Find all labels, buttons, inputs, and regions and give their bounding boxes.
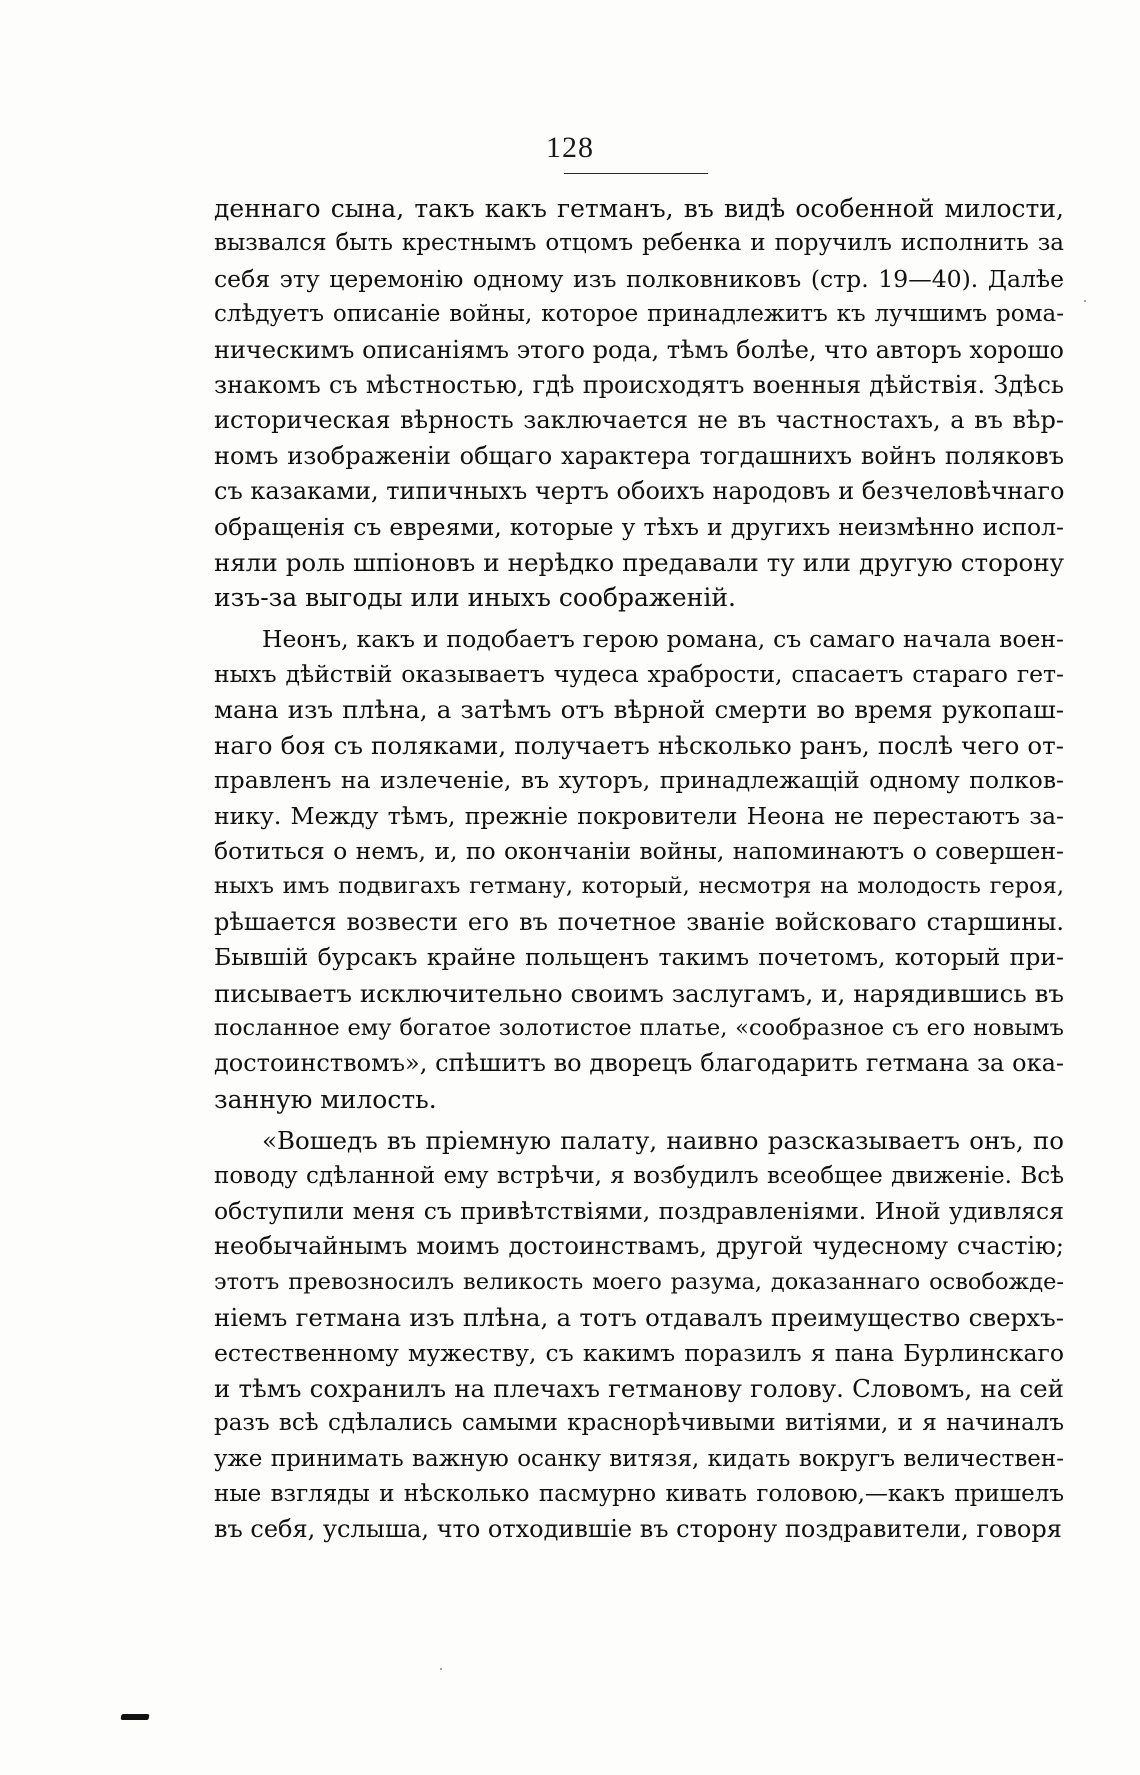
scan-speck bbox=[440, 1668, 442, 1670]
text-line: рѣшается возвести его въ почетное званіе войсковаго старшины. bbox=[214, 907, 1064, 936]
text-line: писываетъ исключительно своимъ заслугамъ, и, нарядившись въ bbox=[214, 978, 1064, 1008]
text-line: «Вошедъ въ пріемную палату, наивно разсказываетъ онъ, по bbox=[262, 1126, 1064, 1156]
text-line: слѣдуетъ описаніе войны, которое принадлежитъ къ лучшимъ рома- bbox=[214, 301, 1064, 328]
text-line: обступили меня съ привѣтствіями, поздравленіями. Иной удивляся bbox=[214, 1196, 1064, 1225]
text-line: ныхъ имъ подвигахъ гетману, который, несмотря на молодость героя, bbox=[214, 873, 1064, 900]
body-text bbox=[214, 191, 1064, 1548]
header-rule bbox=[564, 173, 708, 174]
margin-mark bbox=[120, 1714, 149, 1720]
text-line: посланное ему богатое золотистое платье, «сообразное съ его новымъ bbox=[214, 1014, 1064, 1041]
text-line: деннаго сына, такъ какъ гетманъ, въ видѣ особенной милости, bbox=[214, 194, 1064, 223]
text-line: поводу сдѣланной ему встрѣчи, я возбудилъ всеобщее движеніе. Всѣ bbox=[214, 1162, 1064, 1189]
text-line: въ себя, услыша, что отходившіе въ сторону поздравители, говоря bbox=[214, 1515, 1062, 1544]
text-line: ныхъ дѣйствій оказываетъ чудеса храбрости, спасаетъ стараго гет- bbox=[214, 660, 1064, 689]
text-line: ніемъ гетмана изъ плѣна, а тотъ отдавалъ преимущество сверхъ- bbox=[214, 1303, 1064, 1333]
text-line: разъ всѣ сдѣлались самыми краснорѣчивыми витіями, и я начиналъ bbox=[214, 1410, 1064, 1437]
scan-speck bbox=[1084, 300, 1086, 302]
text-line: изъ-за выгоды или иныхъ соображеній. bbox=[214, 583, 736, 613]
text-line: Неонъ, какъ и подобаетъ герою романа, съ самаго начала воен- bbox=[262, 624, 1064, 653]
text-line: историческая вѣрность заключается не въ частностахъ, а въ вѣр- bbox=[214, 406, 1064, 435]
text-line: и тѣмъ сохранилъ на плечахъ гетманову голову. Словомъ, на сей bbox=[214, 1373, 1064, 1403]
text-line: мана изъ плѣна, а затѣмъ отъ вѣрной смерти во время рукопаш- bbox=[214, 695, 1064, 725]
page-number: 128 bbox=[546, 131, 594, 164]
text-line: необычайнымъ моимъ достоинствамъ, другой чудесному счастію; bbox=[214, 1232, 1064, 1261]
text-line: номъ изображеніи общаго характера тогдашнихъ войнъ поляковъ bbox=[214, 441, 1064, 470]
text-line: этотъ превозносилъ великость моего разума, доказаннаго освобожде- bbox=[214, 1268, 1064, 1295]
text-line: себя эту церемонію одному изъ полковниковъ (стр. 19—40). Далѣе bbox=[214, 264, 1064, 293]
text-line: уже принимать важную осанку витязя, кидать вокругъ величествен- bbox=[214, 1445, 1064, 1472]
text-line: Бывшій бурсакъ крайне польщенъ такимъ почетомъ, который при- bbox=[214, 943, 1064, 972]
text-line: вызвался быть крестнымъ отцомъ ребенка и поручилъ исполнить за bbox=[214, 230, 1064, 257]
text-line: правленъ на излеченіе, въ хуторъ, принадлежащій одному полков- bbox=[214, 766, 1064, 795]
text-line: занную милость. bbox=[214, 1084, 437, 1114]
text-line: съ казаками, типичныхъ чертъ обоихъ народовъ и безчеловѣчнаго bbox=[214, 477, 1064, 506]
text-line: знакомъ съ мѣстностью, гдѣ происходятъ военныя дѣйствія. Здѣсь bbox=[214, 370, 1064, 399]
text-line: обращенія съ евреями, которые у тѣхъ и другихъ неизмѣнно испол- bbox=[214, 512, 1064, 541]
text-line: естественному мужеству, съ какимъ поразилъ я пана Бурлинскаго bbox=[214, 1338, 1064, 1367]
text-line: ботиться о немъ, и, по окончаніи войны, напоминаютъ о совершен- bbox=[214, 837, 1064, 866]
text-line: ные взгляды и нѣсколько пасмурно кивать головою,—какъ пришелъ bbox=[214, 1481, 1064, 1508]
text-line: достоинствомъ», спѣшитъ во дворецъ благодарить гетмана за ока- bbox=[214, 1049, 1064, 1078]
text-line: ническимъ описаніямъ этого рода, тѣмъ болѣе, что авторъ хорошо bbox=[214, 335, 1064, 364]
text-line: наго боя съ поляками, получаетъ нѣсколько ранъ, послѣ чего от- bbox=[214, 730, 1064, 760]
text-line: нику. Между тѣмъ, прежніе покровители Неона не перестаютъ за- bbox=[214, 801, 1064, 830]
text-line: няли роль шпіоновъ и нерѣдко предавали ту или другую сторону bbox=[214, 547, 1064, 577]
